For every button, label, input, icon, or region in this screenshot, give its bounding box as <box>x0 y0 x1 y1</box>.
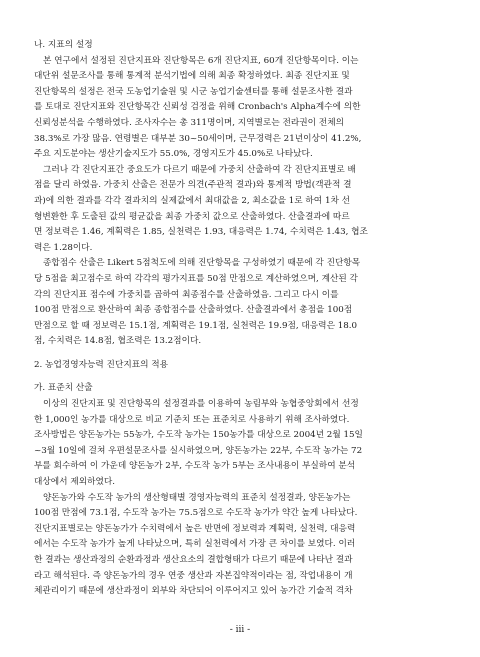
text-line: ~3월 10일에 걸쳐 우편설문조사를 실시하였으며, 양돈농가는 22부, 수도작 농가는 72 <box>34 445 363 456</box>
text-line: 주요 지도분야는 생산기술지도가 55.0%, 경영지도가 45.0%로 나타났다. <box>34 149 313 160</box>
section-heading <box>34 381 448 397</box>
text-line: 2. 농업경영자능력 진단지표의 적용 <box>34 359 169 370</box>
paragraph <box>34 256 448 350</box>
page-number: - iii - <box>229 625 251 635</box>
text-line: 력은 1.28이다. <box>34 242 93 253</box>
text-line: 100점 만점으로 환산하여 최종 종합점수를 산출하였다. 산출결과에서 총점을 100점 <box>34 305 353 316</box>
document-body <box>34 38 448 600</box>
text-line: 라고 해석된다. 즉 양돈농가의 경우 연중 생산과 자본집약적이라는 점, 작업내용이 개 <box>34 570 353 581</box>
text-line: 각의 진단지표 점수에 가중치를 곱하여 최종점수를 산출하였음. 그리고 다시 이를 <box>34 289 339 300</box>
text-line: 를 토대로 진단지표와 진단항목간 신뢰성 검정을 위해 Cronbach's Alpha계수에 의한 <box>34 102 361 113</box>
text-line: 점을 달리 하였음. 가중치 산출은 전문가 의견(주관적 결과)와 통계적 방법(객관적 결 <box>34 180 352 191</box>
text-line: 종합점수 산출은 Likert 5점척도에 의해 진단항목을 구성하였기 때문에 각 진단항목 <box>43 258 361 269</box>
paragraph <box>34 54 448 163</box>
text-line: 과)에 의한 결과를 각각 결과치의 실제값에서 최대값을 2, 최소값을 1로 하여 1차 선 <box>34 195 351 206</box>
text-line: 한 1,000인 농가를 대상으로 비교 기준치 또는 표준치로 사용하기 위해 조사하였다. <box>34 414 350 425</box>
text-line: 대단위 설문조사를 통해 통계적 분석기법에 의해 최종 확정하였다. 최종 진단지표 및 <box>34 71 350 82</box>
text-line: 38.3%로 가장 많음. 연령별은 대부분 30~50세이며, 근무경력은 21년이상이 41.2%, <box>34 133 362 144</box>
text-line: 본 연구에서 설정된 진단지표와 진단항목은 6개 진단지표, 60개 진단항목이다. 이는 <box>43 55 359 66</box>
text-line: 진단항목의 설정은 전국 도농업기술원 및 시군 농업기술센터를 통해 설문조사한 결과 <box>34 86 353 97</box>
text-line: 점, 수치력은 14.8점, 협조력은 13.2점이다. <box>34 336 202 347</box>
text-line: 체관리이기 때문에 생산과정이 외부와 차단되어 이루어지고 있어 농가간 기술적 격차 <box>34 586 353 597</box>
text-line: 그러나 각 진단지표간 중요도가 다르기 때문에 가중치 산출하여 각 진단지표별로 배 <box>43 164 356 175</box>
text-line: 부를 회수하여 이 가운데 양돈농가 2부, 수도작 농가 5부는 조사내용이 부실하여 분석 <box>34 461 356 472</box>
text-line: 면 정보력은 1.46, 계획력은 1.85, 실천력은 1.93, 대응력은 1.74, 수치력은 1.43, 협조 <box>34 227 368 238</box>
text-line: 100점 만점에 73.1점, 수도작 농가는 75.5점으로 수도작 농가가 약간 높게 나타났다. <box>34 508 358 519</box>
text-line: 양돈농가와 수도작 농가의 생산형태별 경영자능력의 표준치 설정결과, 양돈농가는 <box>43 492 351 503</box>
text-line: 에서는 수도작 농가가 높게 나타났으며, 특히 실천력에서 가장 큰 차이를 보였다. 이러 <box>34 539 356 550</box>
section-heading <box>34 38 448 54</box>
text-line: 진단지표별로는 양돈농가가 수치력에서 높은 반면에 정보력과 계획력, 실천력, 대응력 <box>34 523 356 534</box>
text-line: 이상의 진단지표 및 진단항목의 설정결과를 이용하여 농림부와 농협중앙회에서 선정 <box>43 399 359 410</box>
text-line: 신뢰성분석을 수행하였다. 조사자수는 총 311명이며, 지역별로는 전라권이 전체의 <box>34 117 344 128</box>
text-line: 조사방법은 양돈농가는 55농가, 수도작 농가는 150농가를 대상으로 2004년 2월 15일 <box>34 430 363 441</box>
text-line: 대상에서 제외하였다. <box>34 477 116 488</box>
text-line: 가. 표준치 산출 <box>34 383 93 394</box>
paragraph <box>34 397 448 491</box>
text-line: 한 결과는 생산과정의 순환과정과 생산요소의 결합형태가 다르기 때문에 나타난 결과 <box>34 555 353 565</box>
section-heading <box>34 358 448 374</box>
text-line: 당 5점을 최고점수로 하여 각각의 평가지표를 50점 만점으로 계산하였으며, 계산된 각 <box>34 273 358 284</box>
text-line: 나. 지표의 설정 <box>34 40 93 50</box>
paragraph <box>34 491 448 600</box>
paragraph <box>34 163 448 257</box>
text-line: 형변환한 후 도출된 값의 평균값을 최종 가중치 값으로 산출하였다. 산출결과에 따르 <box>34 211 350 222</box>
text-line: 만점으로 할 때 정보력은 15.1점, 계획력은 19.1점, 실천력은 19.9점, 대응력은 18.0 <box>34 320 358 331</box>
